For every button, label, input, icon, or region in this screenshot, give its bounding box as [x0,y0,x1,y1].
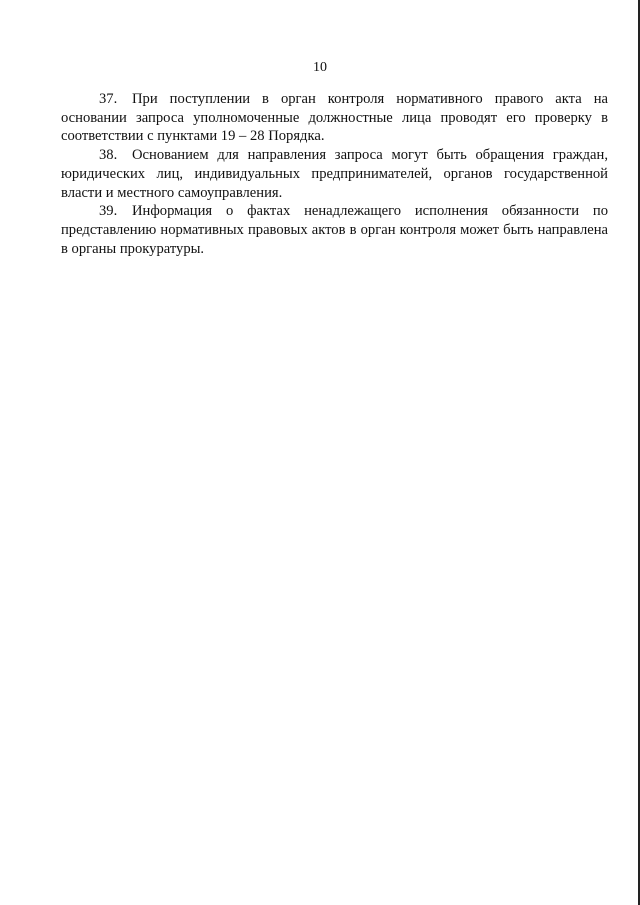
paragraph-text: Информация о фактах ненадлежащего исполнения обязанности по представлению нормативных правовых актов в орган контроля может быть направлена в органы прокуратуры. [61,203,608,257]
paragraph-text: При поступлении в орган контроля нормативного правого акта на основании запроса уполномоченные должностные лица проводят его проверку в соответствии с пунктами 19 – 28 Порядка. [61,91,608,145]
paragraph-number: 38. [99,147,118,164]
page-number: 10 [313,60,327,75]
paragraph-39 [61,202,608,258]
paragraph-38 [61,146,608,202]
paragraph-number: 37. [99,91,118,107]
paragraph-number: 39. [99,203,118,220]
paragraph-37 [61,90,608,146]
paragraph-text: Основанием для направления запроса могут быть обращения граждан, юридических лиц, индивидуальных предпринимателей, органов государственной власти и местного самоуправления. [61,147,608,201]
document-body [61,90,608,258]
